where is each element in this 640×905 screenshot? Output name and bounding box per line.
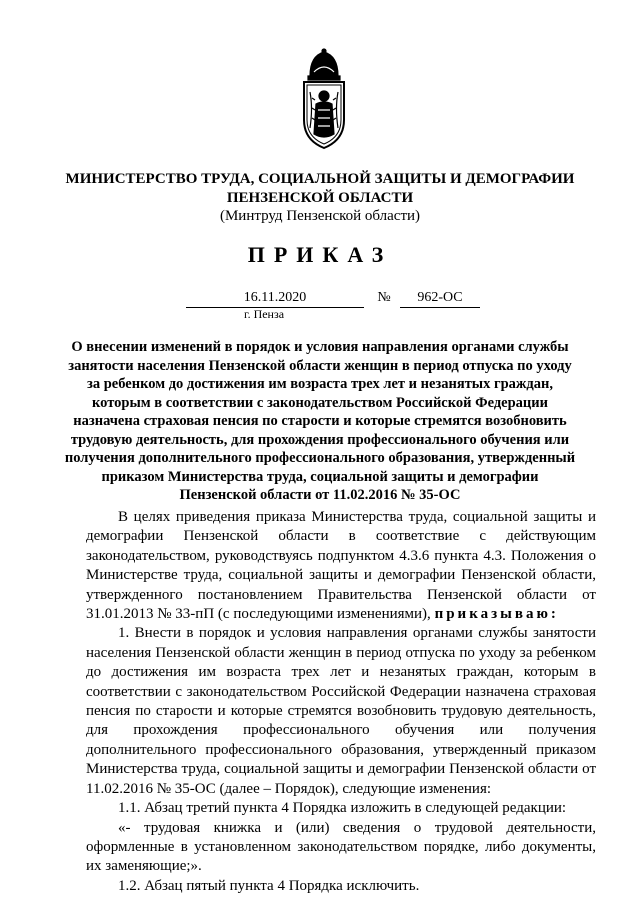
item-1-1-quote-paragraph: «- трудовая книжка и (или) сведения о трудовой деятельности, оформленные в установленном законодательством порядке, либо документы, их заменяющие;». xyxy=(86,819,596,875)
order-number: 962-ОС xyxy=(400,289,480,308)
order-title: ПРИКАЗ xyxy=(247,242,393,267)
preamble-paragraph xyxy=(86,508,596,624)
item-1-1-paragraph: 1.1. Абзац третий пункта 4 Порядка изложить в следующей редакции: xyxy=(118,800,567,817)
coat-of-arms-icon xyxy=(296,48,352,152)
number-sign: № xyxy=(377,290,391,305)
city-label: г. Пенза xyxy=(244,307,285,321)
ministry-name-line2: ПЕНЗЕНСКОЙ ОБЛАСТИ xyxy=(226,190,414,206)
order-date: 16.11.2020 xyxy=(186,289,364,308)
ministry-name-line1: МИНИСТЕРСТВО ТРУДА, СОЦИАЛЬНОЙ ЗАЩИТЫ И ДЕМОГРАФИИ xyxy=(65,171,575,187)
order-body xyxy=(86,508,596,896)
preamble-text: В целях приведения приказа Министерства труда, социальной защиты и демографии Пензенской области в соответствие с действующим законодательством, руководствуясь подпунктом 4.3.6 пункта 4.3. Положения о Министерстве труда, социальной защиты и демографии Пензенской области, утвержденного постановлением Правительства Пензенской области от 31.01.2013 № 33-пП (с последующими изменениями), xyxy=(86,509,596,623)
ministry-short-name: (Минтруд Пензенской области) xyxy=(219,208,421,224)
item-1-paragraph: 1. Внести в порядок и условия направления органами службы занятости населения Пензенской области женщин в период отпуска по уходу за ребенком до достижения им возраста трех лет и незанятых граждан, которым в соответствии с законодательством Российской Федерации назначена страховая пенсия по старости и которые стремятся возобновить трудовую деятельность, для прохождения профессионального обучения или получения дополнительного профессионального образования, утвержденный приказом Министерства труда, социальной защиты и демографии Пензенской области от 11.02.2016 № 35-ОС (далее – Порядок), следующие изменения: xyxy=(86,625,596,797)
order-subject: О внесении изменений в порядок и условия направления органами службы занятости населения Пензенской области женщин в период отпуска по уходу за ребенком до достижения им возраста трех лет и незанятых граждан, которым в соответствии с законодательством Российской Федерации назначена страховая пенсия по старости и которые стремятся возобновить трудовую деятельность, для прохождения профессионального обучения или получения дополнительного профессионального образования, утвержденный приказом Министерства труда, социальной защиты и демографии Пензенской области от 11.02.2016 № 35-ОС xyxy=(64,339,576,503)
order-word: приказываю: xyxy=(434,606,559,623)
item-1-2-paragraph: 1.2. Абзац пятый пункта 4 Порядка исключить. xyxy=(118,877,420,894)
